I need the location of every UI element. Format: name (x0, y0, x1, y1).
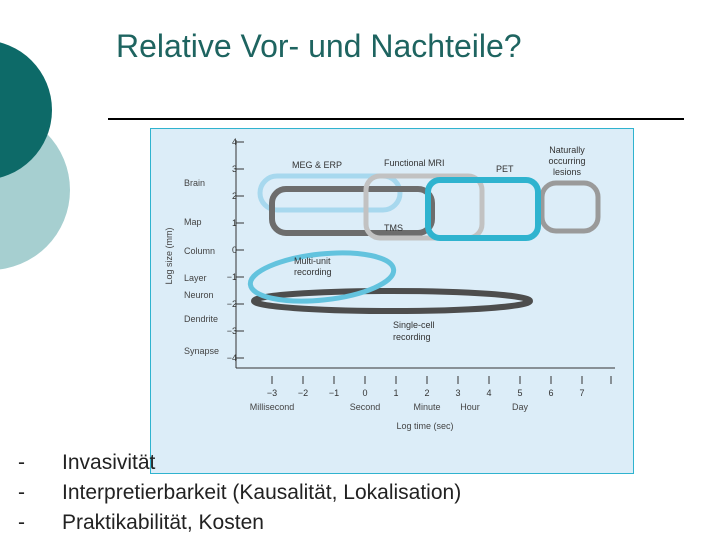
x-tick-label: 1 (393, 388, 399, 398)
tms-label: TMS (384, 223, 403, 233)
bullet-text: Invasivität (62, 451, 156, 474)
x-tick-label: 2 (424, 388, 430, 398)
bullet-item (18, 508, 461, 538)
lesions-label-line1: Naturally (549, 145, 585, 155)
x-tick-label: 3 (455, 388, 461, 398)
x-time-label: Second (349, 402, 381, 412)
bullet-dash: - (18, 511, 25, 534)
y-tick-label: 1 (231, 218, 237, 228)
y-category-label: Neuron (184, 290, 214, 300)
lesions-label-line2: occurring (548, 156, 586, 166)
bullet-item (18, 448, 461, 478)
y-category-label: Map (184, 217, 202, 227)
bullet-list (18, 448, 461, 538)
x-tick-label: 6 (548, 388, 554, 398)
y-tick-label: −4 (226, 353, 237, 363)
x-time-label: Minute (413, 402, 441, 412)
y-category-label: Column (184, 246, 216, 256)
multi-unit-label-line1: Multi-unit (294, 256, 331, 266)
x-tick-label: 4 (486, 388, 492, 398)
x-tick-label: 7 (579, 388, 585, 398)
x-tick-label: 5 (517, 388, 523, 398)
x-tick-label: −1 (328, 388, 340, 398)
lesions-label-line3: lesions (552, 167, 582, 177)
decorative-circles (0, 0, 80, 300)
single-cell-label-line1: Single-cell (393, 320, 435, 330)
single-cell-label-line2: recording (393, 332, 431, 342)
meg-erp-label: MEG & ERP (292, 160, 343, 170)
x-tick-label: −3 (266, 388, 278, 398)
y-category-label: Dendrite (184, 314, 219, 324)
bullet-dash: - (18, 451, 25, 474)
x-time-label: Millisecond (249, 402, 295, 412)
y-tick-label: 0 (231, 245, 237, 255)
y-tick-label: −1 (226, 272, 237, 282)
title-divider (108, 118, 684, 120)
y-tick-label: −3 (226, 326, 237, 336)
y-tick-label: 2 (231, 191, 237, 201)
slide-title: Relative Vor- und Nachteile? (116, 28, 522, 64)
pet-label: PET (496, 164, 514, 174)
y-tick-label: 4 (231, 137, 237, 147)
y-axis-label: Log size (mm) (164, 227, 174, 285)
bullet-text: Praktikabilität, Kosten (62, 511, 264, 534)
x-tick-label: −2 (297, 388, 309, 398)
x-time-label: Hour (460, 402, 480, 412)
y-tick-label: 3 (231, 164, 237, 174)
x-tick-label: 0 (362, 388, 368, 398)
fmri-label: Functional MRI (384, 158, 445, 168)
x-time-label: Day (511, 402, 529, 412)
y-category-label: Layer (184, 273, 207, 283)
bullet-dash: - (18, 481, 25, 504)
y-tick-label: −2 (226, 299, 237, 309)
bullet-item (18, 478, 461, 508)
y-category-label: Synapse (184, 346, 220, 356)
y-category-label: Brain (184, 178, 206, 188)
multi-unit-label-line2: recording (294, 267, 332, 277)
bullet-text: Interpretierbarkeit (Kausalität, Lokalisation) (62, 481, 462, 504)
methods-figure (150, 128, 634, 474)
x-axis-label: Log time (sec) (396, 421, 454, 431)
